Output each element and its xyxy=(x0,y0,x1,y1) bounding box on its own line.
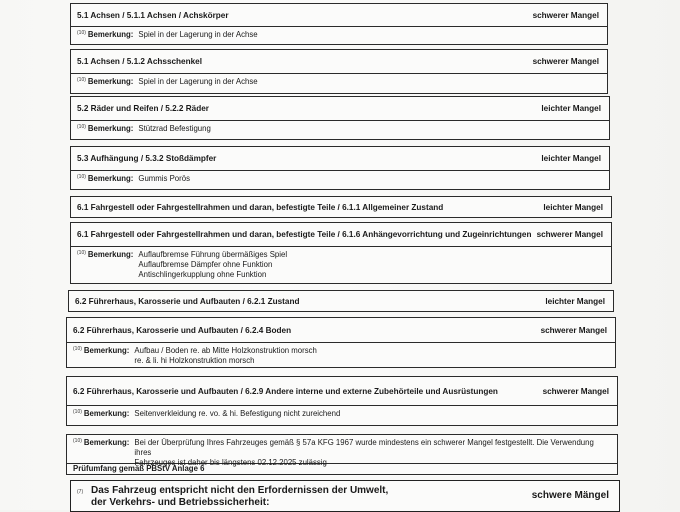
note-number: (10) xyxy=(73,346,82,352)
defect-title: 6.2 Führerhaus, Karosserie und Aufbauten / 6.2.4 Boden xyxy=(73,325,292,335)
note-label: Bemerkung: xyxy=(87,174,134,183)
note-label: Bemerkung: xyxy=(87,124,134,133)
defect-severity: schwerer Mangel xyxy=(540,325,607,335)
defect-block xyxy=(66,376,618,426)
defect-title: 6.2 Führerhaus, Karosserie und Aufbauten / 6.2.9 Andere interne und externe Zubehörteile und Ausrüstungen xyxy=(73,386,498,396)
defect-title: 5.1 Achsen / 5.1.1 Achsen / Achskörper xyxy=(77,10,229,20)
note-number: (10) xyxy=(73,438,82,444)
defect-title: 5.1 Achsen / 5.1.2 Achsschenkel xyxy=(77,57,202,66)
note-text: Bei der Überprüfung Ihres Fahrzeuges gemäß § 57a KFG 1967 wurde mindestens ein schwerer Mangel festgestellt. Die Verwendung ihres Fahrzeuges ist daher bis längstens 02.12.2025 zulässig xyxy=(134,438,594,467)
note-number: (10) xyxy=(77,124,86,130)
defect-title: 6.1 Fahrgestell oder Fahrgestellrahmen und daran, befestigte Teile / 6.1.1 Allgemeiner Zustand xyxy=(77,202,444,212)
final-verdict-block xyxy=(70,480,620,512)
note-number: (10) xyxy=(77,30,86,36)
defect-severity: leichter Mangel xyxy=(541,104,601,113)
note-label: Bemerkung: xyxy=(87,250,134,259)
defect-severity: schwerer Mangel xyxy=(542,386,609,396)
defect-severity: schwerer Mangel xyxy=(532,10,599,20)
note-number: (7) xyxy=(77,489,84,495)
note-text: Stützrad Befestigung xyxy=(138,124,211,133)
defect-block xyxy=(70,3,608,45)
note-text: Spiel in der Lagerung in der Achse xyxy=(138,77,258,86)
summary-block xyxy=(66,434,618,476)
note-label: Bemerkung: xyxy=(83,346,130,355)
defect-severity: schwerer Mangel xyxy=(536,230,603,239)
final-verdict-severity: schwere Mängel xyxy=(531,490,609,501)
defect-severity: schwerer Mangel xyxy=(532,57,599,66)
note-label: Bemerkung: xyxy=(83,409,130,418)
defect-title: 5.2 Räder und Reifen / 5.2.2 Räder xyxy=(77,104,209,113)
note-number: (10) xyxy=(77,77,86,83)
note-number: (10) xyxy=(77,174,86,180)
defect-block xyxy=(66,317,616,368)
defect-block xyxy=(68,290,614,312)
note-label: Bemerkung: xyxy=(87,30,134,39)
note-text: Auflaufbremse Führung übermäßiges Spiel Auflaufbremse Dämpfer ohne Funktion Antischlingerkupplung ohne Funktion xyxy=(138,250,288,279)
note-text: Gummis Porös xyxy=(138,174,190,183)
note-text: Aufbau / Boden re. ab Mitte Holzkonstruktion morsch re. & li. hi Holzkonstruktion morsch xyxy=(134,346,317,365)
summary-note xyxy=(66,434,618,467)
note-label: Bemerkung: xyxy=(87,77,134,86)
defect-title: 6.1 Fahrgestell oder Fahrgestellrahmen und daran, befestigte Teile / 6.1.6 Anhängevorrichtung und Zugeinrichtungen xyxy=(77,230,532,239)
note-text: Seitenverkleidung re. vo. & hi. Befestigung nicht zureichend xyxy=(134,409,341,418)
defect-block xyxy=(70,96,610,140)
defect-block xyxy=(70,222,612,284)
final-verdict-line2: der Verkehrs- und Betriebssicherheit: xyxy=(91,497,270,508)
note-label: Bemerkung: xyxy=(83,438,130,447)
defect-block xyxy=(70,146,610,190)
note-text: Spiel in der Lagerung in der Achse xyxy=(138,30,258,39)
defect-block xyxy=(70,49,608,94)
defect-severity: leichter Mangel xyxy=(543,202,603,212)
scope-line: Prüfumfang gemäß PBStV Anlage 6 xyxy=(66,464,618,475)
final-verdict-line1: Das Fahrzeug entspricht nicht den Erfordernissen der Umwelt, xyxy=(91,485,389,496)
note-number: (10) xyxy=(73,409,82,415)
defect-severity: leichter Mangel xyxy=(541,154,601,163)
defect-severity: leichter Mangel xyxy=(545,296,605,306)
defect-block xyxy=(70,196,612,218)
defect-title: 5.3 Aufhängung / 5.3.2 Stoßdämpfer xyxy=(77,154,217,163)
note-number: (10) xyxy=(77,250,86,256)
defect-title: 6.2 Führerhaus, Karosserie und Aufbauten / 6.2.1 Zustand xyxy=(75,296,300,306)
